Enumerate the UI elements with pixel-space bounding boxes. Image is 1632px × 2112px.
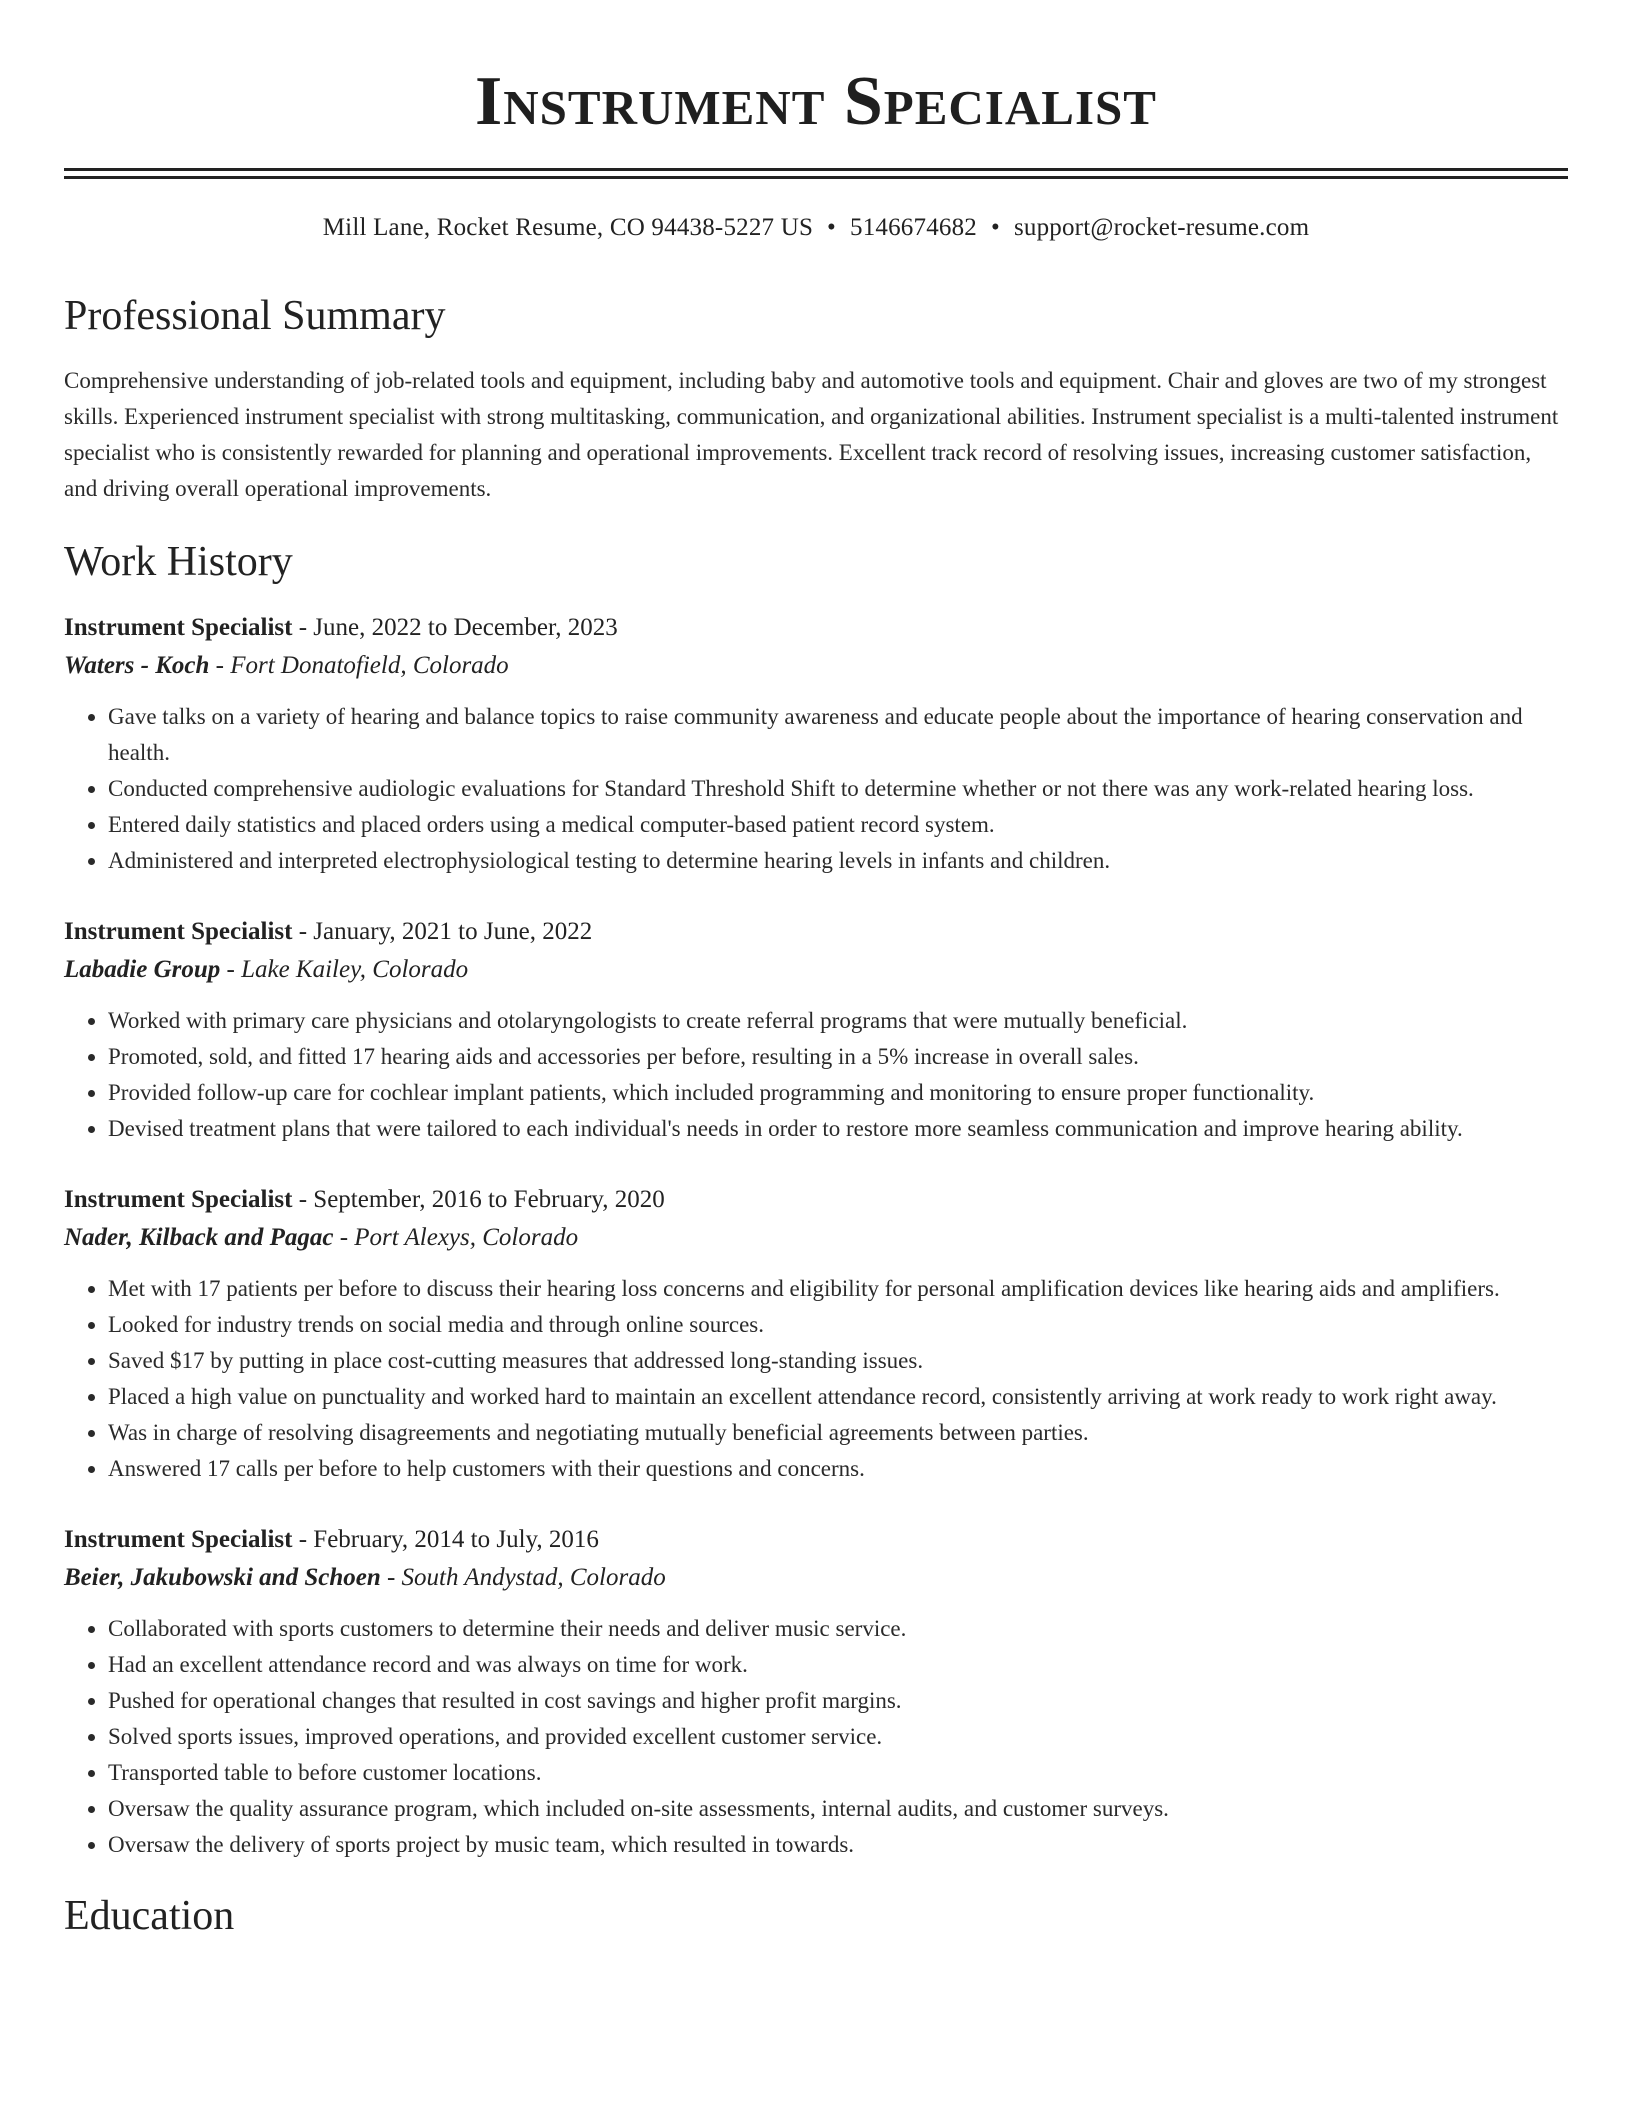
contact-phone: 5146674682 (850, 214, 977, 241)
company-location: - Fort Donatofield, Colorado (209, 652, 509, 679)
company-line (64, 647, 1568, 685)
bullet-item: • Transported table to before customer locations. (108, 1755, 1568, 1791)
job-bullets (64, 1271, 1568, 1487)
bullet-item: • Oversaw the quality assurance program, which included on-site assessments, internal audits, and customer surveys. (108, 1791, 1568, 1827)
job-entry (64, 609, 1568, 879)
company-line (64, 1559, 1568, 1597)
company-name: Waters - Koch (64, 652, 210, 679)
company-name: Nader, Kilback and Pagac (64, 1224, 334, 1251)
bullet-item: • Promoted, sold, and fitted 17 hearing aids and accessories per before, resulting in a 5% increase in overall sales. (108, 1039, 1568, 1075)
bullet-item: • Answered 17 calls per before to help customers with their questions and concerns. (108, 1451, 1568, 1487)
job-title-line (64, 913, 1568, 951)
bullet-item: • Looked for industry trends on social media and through online sources. (108, 1307, 1568, 1343)
company-name: Labadie Group (64, 956, 221, 983)
company-location: - South Andystad, Colorado (380, 1564, 666, 1591)
bullet-item: • Provided follow-up care for cochlear implant patients, which included programming and monitoring to ensure proper functionality. (108, 1075, 1568, 1111)
job-bullets (64, 699, 1568, 879)
bullet-item: • Saved $17 by putting in place cost-cutting measures that addressed long-standing issues. (108, 1343, 1568, 1379)
bullet-item: • Devised treatment plans that were tailored to each individual's needs in order to restore more seamless communication and improve hearing ability. (108, 1111, 1568, 1147)
summary-heading: Professional Summary (64, 293, 446, 339)
job-dates: - September, 2016 to February, 2020 (292, 1186, 665, 1213)
job-title: Instrument Specialist (64, 1526, 293, 1553)
company-line (64, 1219, 1568, 1257)
bullet-item: • Pushed for operational changes that resulted in cost savings and higher profit margins. (108, 1683, 1568, 1719)
bullet-item: • Conducted comprehensive audiologic evaluations for Standard Threshold Shift to determine whether or not there was any work-related hearing loss. (108, 771, 1568, 807)
bullet-item: • Administered and interpreted electrophysiological testing to determine hearing levels in infants and children. (108, 843, 1568, 879)
work-history-heading: Work History (64, 539, 293, 585)
contact-email: support@rocket-resume.com (1013, 214, 1310, 241)
job-entry (64, 1521, 1568, 1863)
company-line (64, 951, 1568, 989)
job-dates: - June, 2022 to December, 2023 (292, 614, 618, 641)
bullet-item: • Entered daily statistics and placed orders using a medical computer-based patient record system. (108, 807, 1568, 843)
bullet-item: • Collaborated with sports customers to determine their needs and deliver music service. (108, 1611, 1568, 1647)
contact-separator: • (827, 214, 836, 241)
resume-page (64, 0, 1568, 1941)
job-title-line (64, 1521, 1568, 1559)
bullet-item: • Worked with primary care physicians and otolaryngologists to create referral programs that were mutually beneficial. (108, 1003, 1568, 1039)
bullet-item: • Had an excellent attendance record and was always on time for work. (108, 1647, 1568, 1683)
job-entry (64, 913, 1568, 1147)
contact-address: Mill Lane, Rocket Resume, CO 94438-5227 US (322, 214, 814, 241)
job-title: Instrument Specialist (64, 614, 293, 641)
job-title: Instrument Specialist (64, 918, 293, 945)
contact-separator: • (991, 214, 1000, 241)
job-title-line (64, 1181, 1568, 1219)
resume-title: Instrument Specialist (475, 63, 1157, 140)
bullet-item: • Oversaw the delivery of sports project by music team, which resulted in towards. (108, 1827, 1568, 1863)
bullet-item: • Gave talks on a variety of hearing and balance topics to raise community awareness and educate people about the importance of hearing conservation and health. (108, 699, 1568, 771)
bullet-item: • Placed a high value on punctuality and worked hard to maintain an excellent attendance record, consistently arriving at work ready to work right away. (108, 1379, 1568, 1415)
company-location: - Lake Kailey, Colorado (220, 956, 469, 983)
bullet-item: • Solved sports issues, improved operations, and provided excellent customer service. (108, 1719, 1568, 1755)
bullet-item: • Met with 17 patients per before to discuss their hearing loss concerns and eligibility for personal amplification devices like hearing aids and amplifiers. (108, 1271, 1568, 1307)
job-dates: - February, 2014 to July, 2016 (292, 1526, 599, 1553)
job-title: Instrument Specialist (64, 1186, 293, 1213)
bullet-item: • Was in charge of resolving disagreements and negotiating mutually beneficial agreements between parties. (108, 1415, 1568, 1451)
job-title-line (64, 609, 1568, 647)
education-heading: Education (64, 1893, 235, 1939)
title-double-rule (64, 168, 1568, 179)
job-bullets (64, 1003, 1568, 1147)
job-list (64, 609, 1568, 1863)
company-location: - Port Alexys, Colorado (333, 1224, 579, 1251)
company-name: Beier, Jakubowski and Schoen (64, 1564, 381, 1591)
job-bullets (64, 1611, 1568, 1863)
job-entry (64, 1181, 1568, 1487)
summary-text: Comprehensive understanding of job-related tools and equipment, including baby and automotive tools and equipment. Chair and gloves are two of my strongest skills. Experienced instrument specialist with strong multitasking, communication, and organizational abilities. Instrument specialist is a multi-talented instrument specialist who is consistently rewarded for planning and operational improvements. Excellent track record of resolving issues, increasing customer satisfaction, and driving overall operational improvements. (64, 368, 1559, 501)
job-dates: - January, 2021 to June, 2022 (292, 918, 593, 945)
contact-line (64, 213, 1568, 243)
